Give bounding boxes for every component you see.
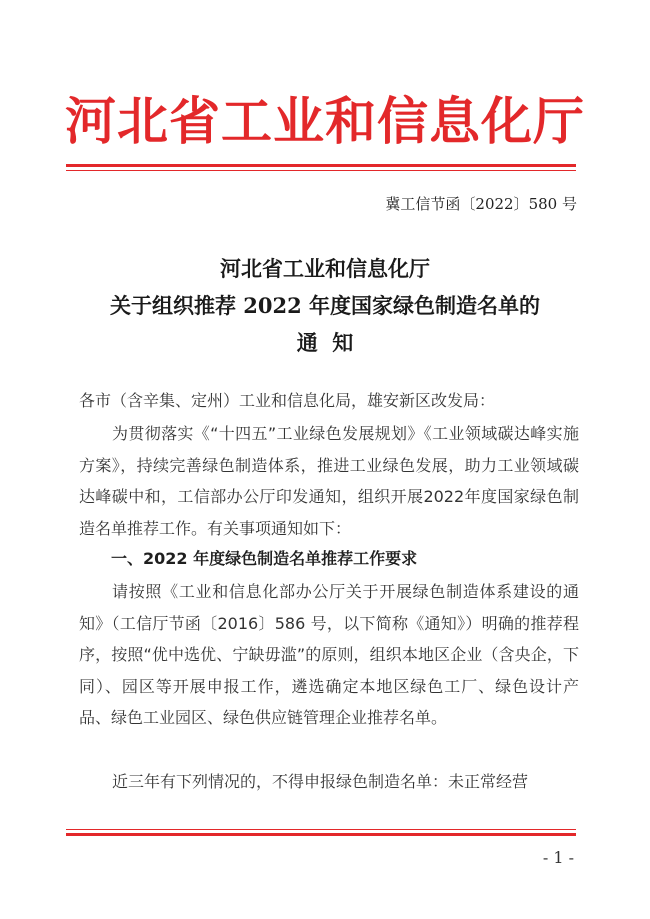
document-number: 冀工信节函〔2022〕580 号 (385, 195, 577, 213)
title-line-3: 通 知 (296, 330, 354, 355)
section-heading-1: 一、2022 年度绿色制造名单推荐工作要求 (111, 549, 418, 568)
section1-paragraph-2-text: 近三年有下列情况的，不得申报绿色制造名单：未正常经营 (112, 772, 529, 791)
title-line-2: 关于组织推荐 2022 年度国家绿色制造名单的 (109, 293, 541, 318)
header-red-rule-thin (66, 170, 576, 171)
title-line-1: 河北省工业和信息化厅 (220, 256, 430, 281)
intro-paragraph-text: 为贯彻落实《“十四五”工业绿色发展规划》《工业领域碳达峰实施方案》，持续完善绿色制造体系，推进工业绿色发展，助力工业领域碳达峰碳中和，工信部办公厅印发通知，组织开展2022年度国家绿色制造名单推荐工作。有关事项通知如下： (79, 424, 579, 538)
intro-paragraph (79, 418, 579, 544)
agency-masthead: 河北省工业和信息化厅 (64, 92, 585, 152)
section1-paragraph (79, 576, 579, 734)
section1-paragraph-2 (79, 766, 579, 798)
page-number: - 1 - (542, 848, 574, 867)
footer-red-rule-thin (66, 829, 576, 830)
footer-red-rule-thick (66, 833, 576, 836)
section1-paragraph-text: 请按照《工业和信息化部办公厅关于开展绿色制造体系建设的通知》（工信厅节函〔2016〕586 号，以下简称《通知》）明确的推荐程序，按照“优中选优、宁缺毋滥”的原则，组织本地区企业（含央企，下同）、园区等开展申报工作，遴选确定本地区绿色工厂、绿色设计产品、绿色工业园区、绿色供应链管理企业推荐名单。 (79, 582, 579, 727)
salutation: 各市（含辛集、定州）工业和信息化局，雄安新区改发局： (79, 391, 496, 410)
document-title (60, 250, 590, 361)
header-red-rule-thick (66, 164, 576, 167)
